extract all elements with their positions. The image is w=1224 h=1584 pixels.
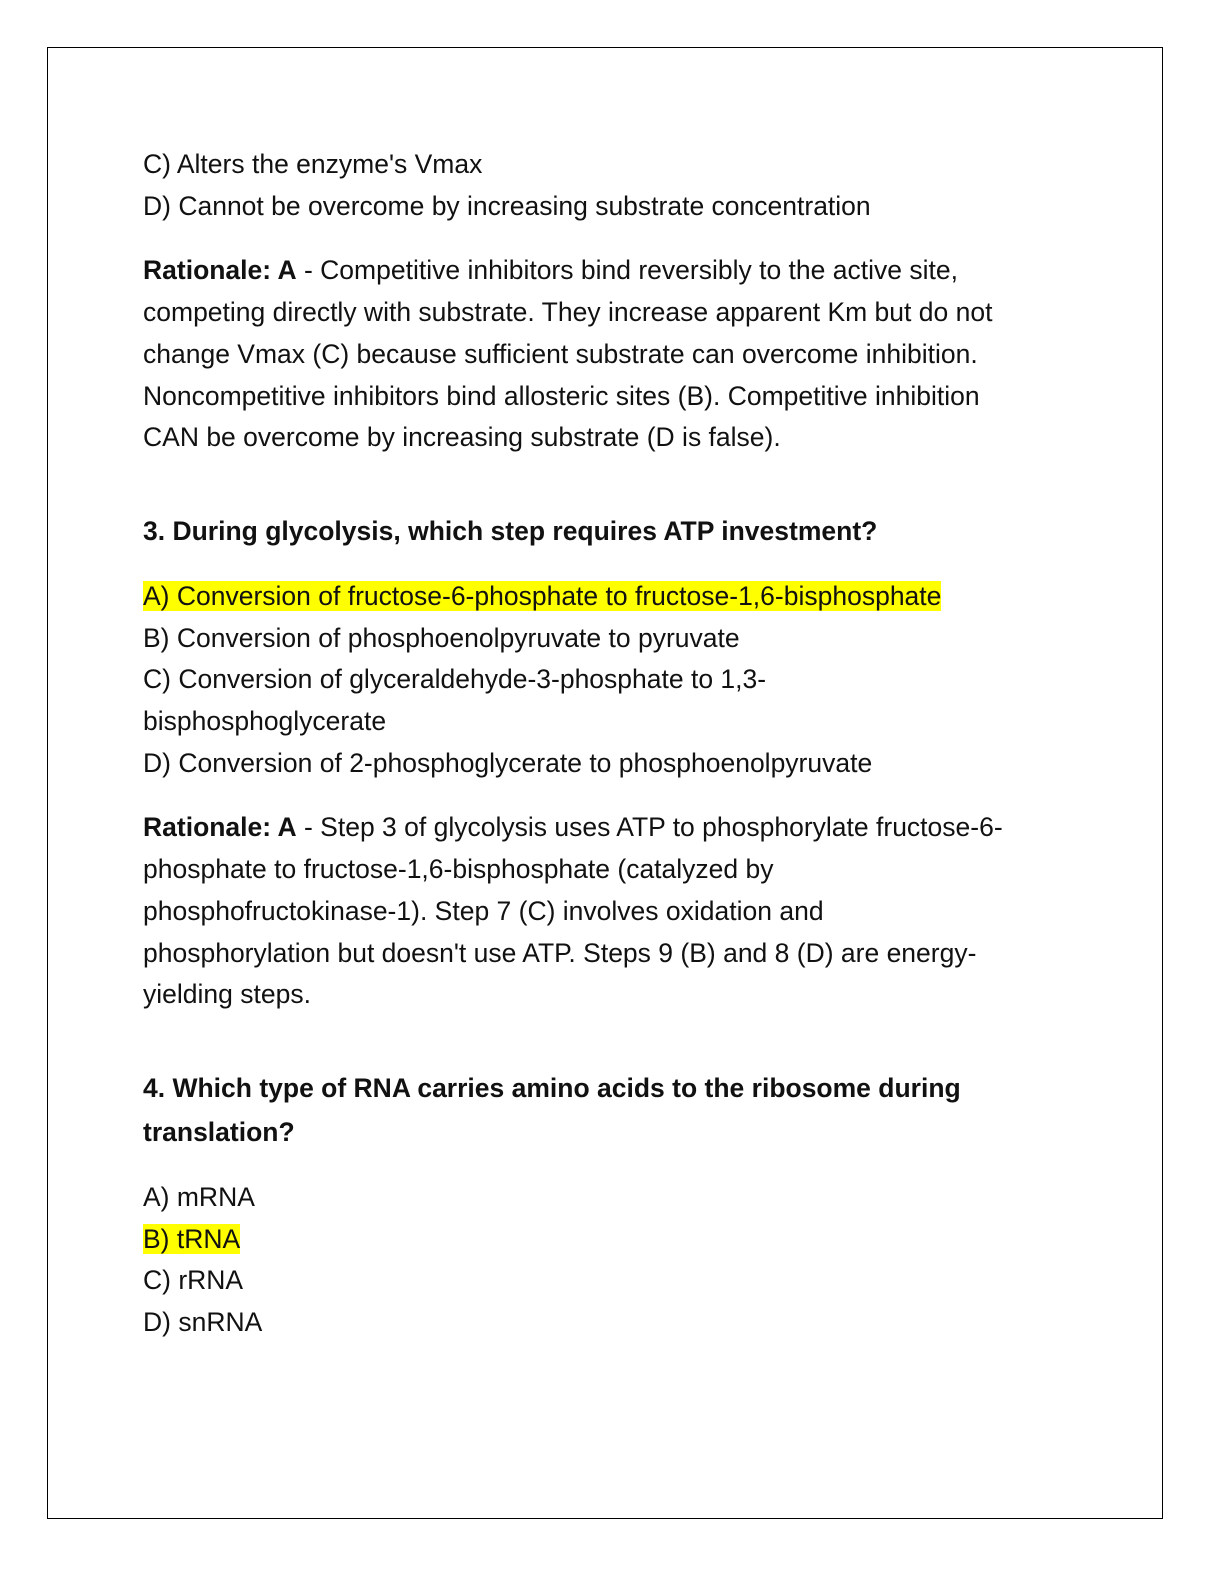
q3-options <box>143 576 1083 785</box>
q2-rationale <box>143 250 1083 459</box>
rationale-text: yielding steps. <box>143 979 311 1010</box>
q3-option-b: B) Conversion of phosphoenolpyruvate to pyruvate <box>143 622 740 653</box>
q4-options <box>143 1177 1083 1344</box>
correct-answer-highlight: B) tRNA <box>143 1223 241 1254</box>
rationale-label: Rationale: A <box>143 255 297 286</box>
rationale-text: competing directly with substrate. They increase apparent Km but do not <box>143 297 993 328</box>
rationale-text: phosphate to fructose-1,6-bisphosphate (catalyzed by <box>143 854 774 885</box>
rationale-text: CAN be overcome by increasing substrate (D is false). <box>143 422 781 453</box>
rationale-text: - Competitive inhibitors bind reversibly to the active site, <box>296 255 958 286</box>
document-body <box>143 144 1083 1344</box>
rationale-text: phosphofructokinase-1). Step 7 (C) involves oxidation and <box>143 895 824 926</box>
q4-title: 4. Which type of RNA carries amino acids to the ribosome during translation? <box>143 1072 961 1147</box>
rationale-text: change Vmax (C) because sufficient substrate can overcome inhibition. <box>143 338 978 369</box>
q2-option-d: D) Cannot be overcome by increasing substrate concentration <box>143 190 871 221</box>
rationale-text: phosphorylation but doesn't use ATP. Steps 9 (B) and 8 (D) are energy- <box>143 937 977 968</box>
q4-option-a: A) mRNA <box>143 1181 255 1212</box>
q3-option-a <box>143 576 1083 618</box>
q3-option-c: C) Conversion of glyceraldehyde-3-phosphate to 1,3- <box>143 664 767 695</box>
q3-rationale <box>143 807 1083 1016</box>
rationale-label: Rationale: A <box>143 812 297 843</box>
q4-option-c: C) rRNA <box>143 1265 244 1296</box>
rationale-text: - Step 3 of glycolysis uses ATP to phosphorylate fructose-6- <box>296 812 1003 843</box>
q2-options <box>143 144 1083 227</box>
q2-option-c: C) Alters the enzyme's Vmax <box>143 149 483 179</box>
correct-answer-highlight: A) Conversion of fructose-6-phosphate to fructose-1,6-bisphosphate <box>143 580 942 611</box>
q3-title: 3. During glycolysis, which step requires ATP investment? <box>143 515 878 546</box>
q4-option-b <box>143 1219 1083 1261</box>
q3-option-d: D) Conversion of 2-phosphoglycerate to phosphoenolpyruvate <box>143 747 873 778</box>
q3-option-c-continued: bisphosphoglycerate <box>143 706 387 737</box>
rationale-text: Noncompetitive inhibitors bind allosteric sites (B). Competitive inhibition <box>143 380 980 411</box>
q4-option-d: D) snRNA <box>143 1307 263 1338</box>
